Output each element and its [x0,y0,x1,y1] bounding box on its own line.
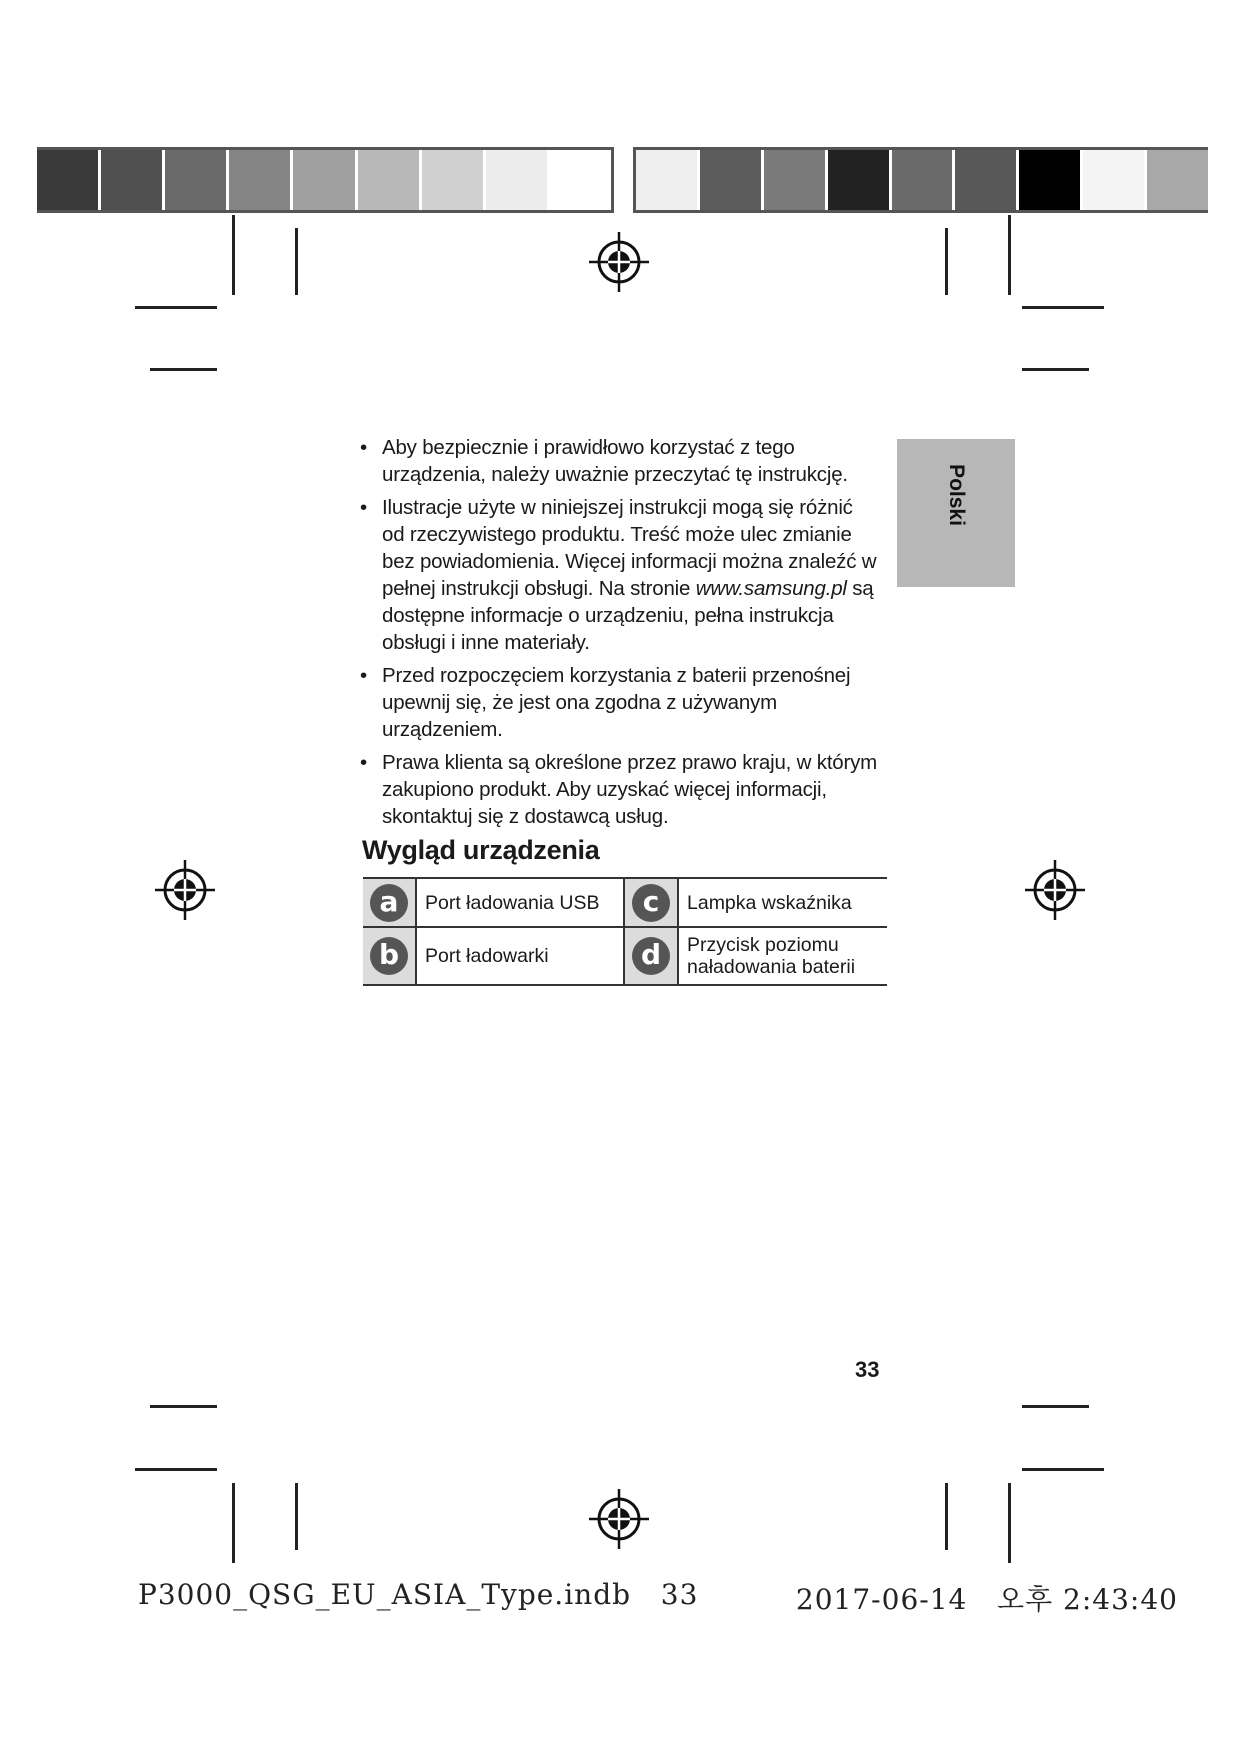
part-badge-c-icon: c [632,884,670,922]
crop-mark [295,1483,298,1550]
footer-file-name: P3000_QSG_EU_ASIA_Type.indb 33 [138,1578,699,1611]
swatch [700,150,764,210]
part-label: Port ładowania USB [416,878,624,927]
crop-mark [232,215,235,295]
list-item-text: Aby bezpiecznie i prawidłowo korzystać z tego urządzenia, należy uważnie przeczytać tę instrukcję. [382,436,848,486]
footer-file-info [138,1578,698,1611]
swatch [101,150,165,210]
instruction-list [360,434,880,836]
swatch [1019,150,1083,210]
bullet-icon: • [360,751,367,774]
list-item [360,749,880,830]
list-item [360,662,880,743]
part-badge-cell [363,878,416,927]
crop-mark [135,306,217,309]
swatch [358,150,422,210]
part-label: Port ładowarki [416,927,624,985]
crop-mark [232,1483,235,1563]
swatch [636,150,700,210]
swatch [293,150,357,210]
list-item-text: Przed rozpoczęciem korzystania z baterii przenośnej upewnij się, że jest ona zgodna z używanym urządzeniem. [382,664,851,741]
swatch [422,150,486,210]
registration-mark-icon [1025,860,1085,920]
crop-mark [150,1405,217,1408]
crop-mark [135,1468,217,1471]
language-tab [897,439,1015,587]
crop-mark [945,1483,948,1550]
part-badge-cell [624,878,678,927]
swatch [550,150,611,210]
swatch [764,150,828,210]
part-badge-b-icon: b [370,937,408,975]
swatch [165,150,229,210]
device-parts-table [363,877,887,986]
color-bar-left [37,147,614,213]
table-row [363,927,887,985]
bullet-icon: • [360,436,367,459]
swatch [229,150,293,210]
list-item [360,494,880,656]
swatch [37,150,101,210]
registration-mark-icon [589,1489,649,1549]
footer-timestamp-text: 2017-06-14 오후 2:43:40 [795,1583,1178,1616]
crop-mark [150,368,217,371]
list-item-text: Prawa klienta są określone przez prawo kraju, w którym zakupiono produkt. Aby uzyskać więcej informacji, skontaktuj się z dostawcą usług. [382,751,878,828]
swatch [955,150,1019,210]
page-number: 33 [855,1357,880,1382]
table-row [363,878,887,927]
footer-timestamp [796,1578,1178,1618]
swatch [486,150,550,210]
swatch [828,150,892,210]
crop-mark [1022,368,1089,371]
part-badge-a-icon: a [370,884,408,922]
list-item-text: są dostępne informacje o urządzeniu, pełna instrukcja obsługi i inne materiały. [382,577,874,654]
bullet-icon: • [360,496,367,519]
list-item-text: Ilustracje użyte w niniejszej instrukcji mogą się różnić od rzeczywistego produktu. Treść może ulec zmianie bez powiadomienia. Więcej informacji można znaleźć w pełnej instrukcji obsługi. Na stronie [382,496,877,600]
part-badge-cell [363,927,416,985]
crop-mark [1008,1483,1011,1563]
color-bar-right [633,147,1208,213]
crop-mark [945,228,948,295]
samsung-link[interactable]: www.samsung.pl [695,577,847,600]
registration-mark-icon [589,232,649,292]
swatch [1147,150,1208,210]
crop-mark [1008,215,1011,295]
swatch [892,150,956,210]
crop-mark [1022,1405,1089,1408]
crop-mark [295,228,298,295]
crop-mark [1022,1468,1104,1471]
crop-mark [1022,306,1104,309]
section-title: Wygląd urządzenia [362,835,600,865]
part-badge-d-icon: d [632,937,670,975]
list-item [360,434,880,488]
swatch [1083,150,1147,210]
registration-mark-icon [155,860,215,920]
language-tab-label: Polski [945,464,968,526]
part-label: Przycisk poziomu naładowania baterii [678,927,887,985]
part-badge-cell [624,927,678,985]
bullet-icon: • [360,664,367,687]
part-label: Lampka wskaźnika [678,878,887,927]
